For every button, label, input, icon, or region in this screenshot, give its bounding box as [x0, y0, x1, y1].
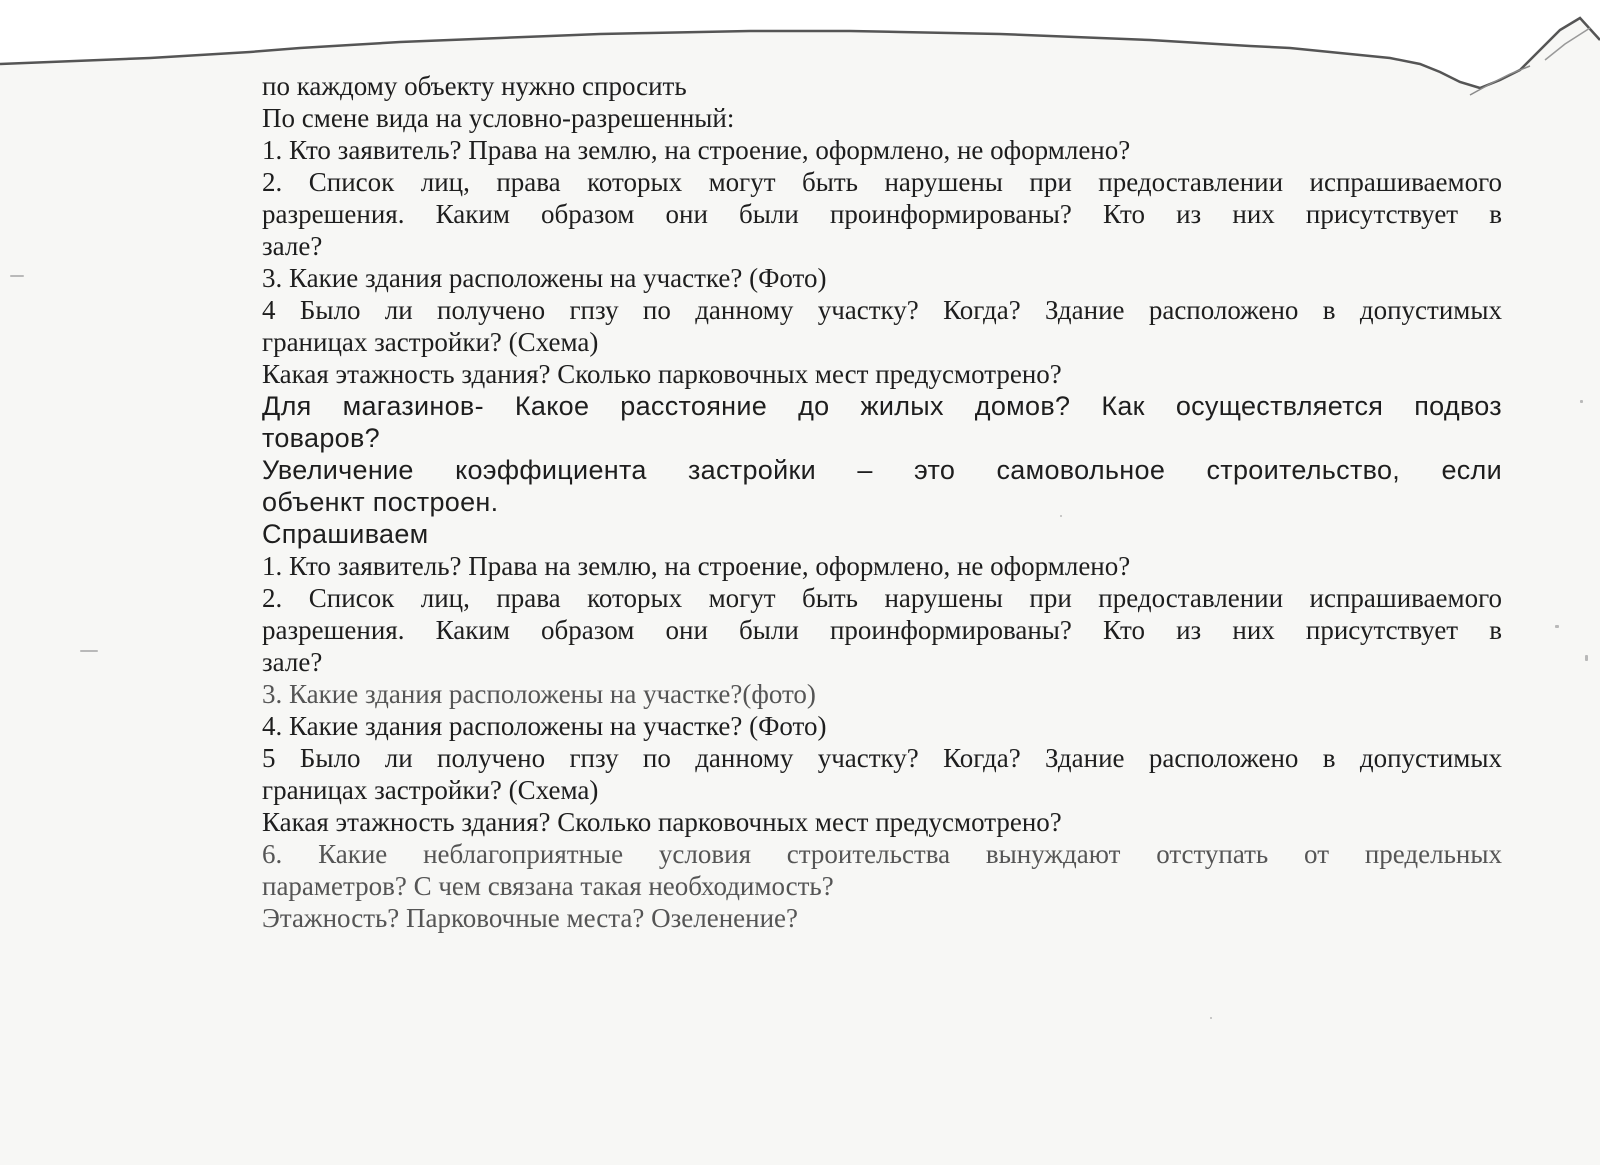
document-line: 2. Список лиц, права которых могут быть нарушены при предоставлении испрашиваемого — [262, 583, 1502, 613]
document-line: границах застройки? (Схема) — [262, 327, 599, 357]
document-line: Какая этажность здания? Сколько парковочных мест предусмотрено? — [262, 807, 1062, 837]
document-line: разрешения. Каким образом они были проинформированы? Кто из них присутствует в — [262, 615, 1502, 645]
document-line: Увеличение коэффициента застройки – это самовольное строительство, если — [262, 455, 1502, 485]
document-line: по каждому объекту нужно спросить — [262, 71, 687, 101]
scan-speck — [1580, 400, 1583, 403]
document-line: Спрашиваем — [262, 519, 429, 549]
document-line: 1. Кто заявитель? Права на землю, на строение, оформлено, не оформлено? — [262, 551, 1131, 581]
document-line: зале? — [262, 647, 323, 677]
document-line: разрешения. Каким образом они были проинформированы? Кто из них присутствует в — [262, 199, 1502, 229]
document-line: зале? — [262, 231, 323, 261]
document-line: Какая этажность здания? Сколько парковочных мест предусмотрено? — [262, 359, 1062, 389]
scan-speck — [10, 275, 24, 277]
document-line: 6. Какие неблагоприятные условия строительства вынуждают отступать от предельных — [262, 839, 1502, 869]
document-line: 3. Какие здания расположены на участке? (Фото) — [262, 263, 827, 293]
document-line: границах застройки? (Схема) — [262, 775, 599, 805]
document-line: 4. Какие здания расположены на участке? (Фото) — [262, 711, 827, 741]
document-line: 5 Было ли получено гпзу по данному участку? Когда? Здание расположено в допустимых — [262, 743, 1502, 773]
document-line: 1. Кто заявитель? Права на землю, на строение, оформлено, не оформлено? — [262, 135, 1131, 165]
document-line: параметров? С чем связана такая необходимость? — [262, 871, 834, 901]
scan-speck — [80, 650, 98, 652]
scan-speck — [1555, 625, 1559, 628]
scan-speck — [1210, 1017, 1212, 1019]
document-line: Для магазинов- Какое расстояние до жилых домов? Как осуществляется подвоз — [262, 391, 1502, 421]
document-line: объенкт построен. — [262, 487, 499, 517]
document-text — [262, 70, 1502, 934]
document-line: 3. Какие здания расположены на участке?(фото) — [262, 679, 816, 709]
document-line: 2. Список лиц, права которых могут быть нарушены при предоставлении испрашиваемого — [262, 167, 1502, 197]
document-line: Этажность? Парковочные места? Озеленение? — [262, 903, 799, 933]
document-line: 4 Было ли получено гпзу по данному участку? Когда? Здание расположено в допустимых — [262, 295, 1502, 325]
document-line: По смене вида на условно-разрешенный: — [262, 103, 735, 133]
scan-speck — [1585, 655, 1588, 661]
document-line: товаров? — [262, 423, 380, 453]
